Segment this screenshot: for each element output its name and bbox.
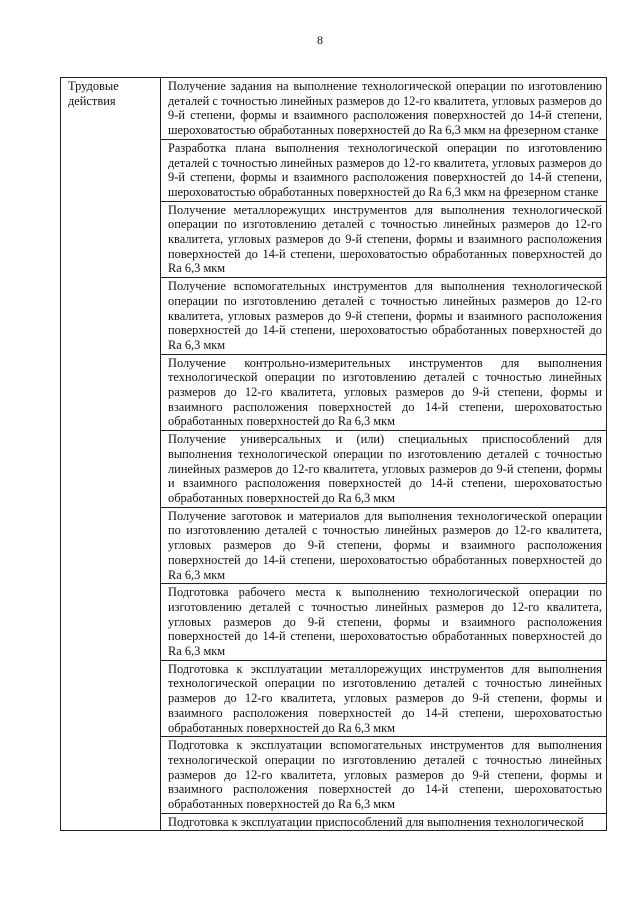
table-cell: Подготовка к эксплуатации приспособлений для выполнения технологической <box>161 813 607 831</box>
section-label: Трудовые действия <box>61 78 161 831</box>
table-row <box>61 78 607 140</box>
table-cell: Получение вспомогательных инструментов для выполнения технологической операции по изготовлению деталей с точностью линейных размеров до 12-го квалитета, угловых размеров до 9-й степени, формы и взаимного расположения поверхностей до 14-й степени, шероховатостью обработанных поверхностей до Ra 6,3 мкм <box>161 278 607 355</box>
table-cell: Получение универсальных и (или) специальных приспособлений для выполнения технологической операции по изготовлению деталей с точностью линейных размеров до 12-го квалитета, угловых размеров до 9-й степени, формы и взаимного расположения поверхностей до 14-й степени, шероховатостью обработанных поверхностей до Ra 6,3 мкм <box>161 431 607 508</box>
table-cell: Подготовка рабочего места к выполнению технологической операции по изготовлению деталей с точностью линейных размеров до 12-го квалитета, угловых размеров до 9-й степени, формы и взаимного расположения поверхностей до 14-й степени, шероховатостью обработанных поверхностей до Ra 6,3 мкм <box>161 584 607 661</box>
table-cell: Разработка плана выполнения технологической операции по изготовлению деталей с точностью линейных размеров до 12-го квалитета, угловых размеров до 9-й степени, формы и взаимного расположения поверхностей до 14-й степени, шероховатостью обработанных поверхностей до Ra 6,3 мкм на фрезерном станке <box>161 139 607 201</box>
table-cell: Получение задания на выполнение технологической операции по изготовлению деталей с точностью линейных размеров до 12-го квалитета, угловых размеров до 9-й степени, формы и взаимного расположения поверхностей до 14-й степени, шероховатостью обработанных поверхностей до Ra 6,3 мкм на фрезерном станке <box>161 78 607 140</box>
page-number: 8 <box>317 33 323 47</box>
labor-actions-table <box>60 77 607 831</box>
table-cell: Получение заготовок и материалов для выполнения технологической операции по изготовлению деталей с точностью линейных размеров до 12-го квалитета, угловых размеров до 9-й степени, формы и взаимного расположения поверхностей до 14-й степени, шероховатостью обработанных поверхностей до Ra 6,3 мкм <box>161 507 607 584</box>
table-cell: Подготовка к эксплуатации металлорежущих инструментов для выполнения технологической операции по изготовлению деталей с точностью линейных размеров до 12-го квалитета, угловых размеров до 9-й степени, формы и взаимного расположения поверхностей до 14-й степени, шероховатостью обработанных поверхностей до Ra 6,3 мкм <box>161 660 607 737</box>
table-cell: Получение контрольно-измерительных инструментов для выполнения технологической операции по изготовлению деталей с точностью линейных размеров до 12-го квалитета, угловых размеров до 9-й степени, формы и взаимного расположения поверхностей до 14-й степени, шероховатостью обработанных поверхностей до Ra 6,3 мкм <box>161 354 607 431</box>
table-cell: Получение металлорежущих инструментов для выполнения технологической операции по изготовлению деталей с точностью линейных размеров до 12-го квалитета, угловых размеров до 9-й степени, формы и взаимного расположения поверхностей до 14-й степени, шероховатостью обработанных поверхностей до Ra 6,3 мкм <box>161 201 607 278</box>
table-cell: Подготовка к эксплуатации вспомогательных инструментов для выполнения технологической операции по изготовлению деталей с точностью линейных размеров до 12-го квалитета, угловых размеров до 9-й степени, формы и взаимного расположения поверхностей до 14-й степени, шероховатостью обработанных поверхностей до Ra 6,3 мкм <box>161 737 607 814</box>
